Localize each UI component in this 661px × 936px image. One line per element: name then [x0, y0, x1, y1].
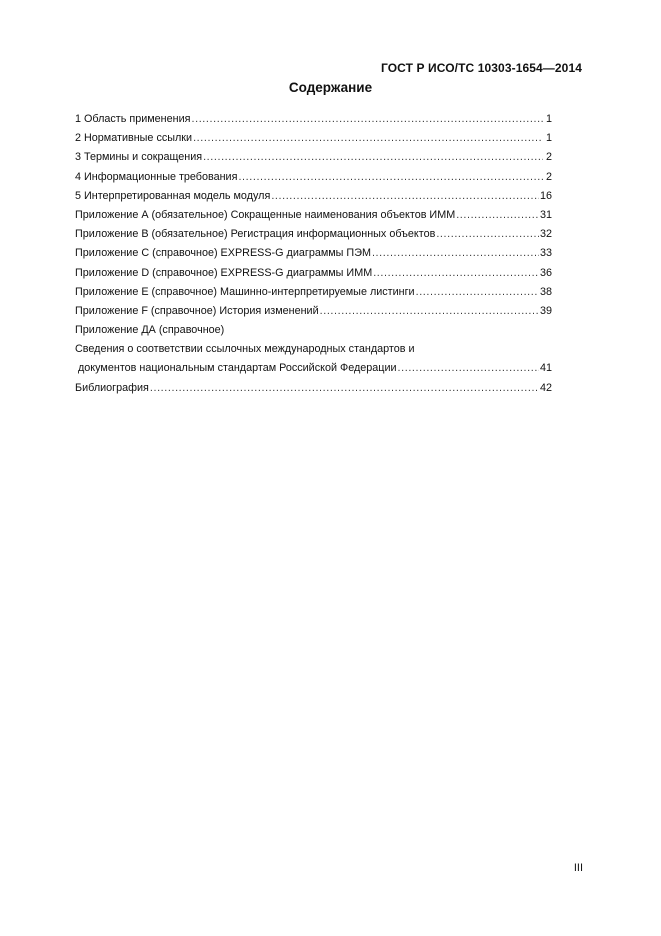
toc-entry-page: 2: [545, 170, 552, 183]
page-title: Содержание: [288, 80, 373, 95]
table-of-contents: [75, 111, 552, 399]
toc-entry-page: 31: [539, 208, 552, 221]
toc-entry-label: 5 Интерпретированная модель модуля: [75, 189, 271, 202]
toc-leader-dots: [372, 245, 539, 261]
toc-leader-dots: [192, 111, 544, 127]
toc-entry-page: 33: [539, 247, 552, 260]
toc-leader-dots: [238, 169, 543, 185]
toc-entry[interactable]: [75, 169, 552, 188]
toc-entry-page: 41: [539, 362, 552, 375]
toc-entry[interactable]: [75, 380, 552, 399]
toc-entry-label: 2 Нормативные ссылки: [75, 132, 193, 145]
toc-entry[interactable]: [75, 226, 552, 245]
toc-entry[interactable]: [75, 149, 552, 168]
toc-leader-dots: [320, 303, 539, 319]
toc-leader-dots: [436, 226, 539, 242]
toc-leader-dots: [150, 380, 539, 396]
toc-entry-label: документов национальным стандартам Российской Федерации: [78, 362, 397, 375]
toc-leader-dots: [203, 149, 543, 165]
page-number: III: [573, 862, 583, 874]
toc-entry-label: Приложение F (справочное) История изменений: [75, 304, 319, 317]
document-code-header: ГОСТ Р ИСО/ТС 10303-1654—2014: [381, 61, 582, 75]
toc-entry[interactable]: [75, 111, 552, 130]
toc-entry-label: 4 Информационные требования: [75, 170, 238, 183]
toc-entry-heading[interactable]: [75, 322, 552, 341]
toc-entry-label: 3 Термины и сокращения: [75, 151, 203, 164]
toc-entry-page: 38: [539, 285, 552, 298]
toc-entry[interactable]: [75, 303, 552, 322]
toc-entry[interactable]: [75, 207, 552, 226]
toc-leader-dots: [193, 130, 543, 146]
toc-entry-page: 16: [539, 189, 552, 202]
toc-entry-page: 42: [539, 381, 552, 394]
toc-entry-label: Сведения о соответствии ссылочных международных стандартов и: [75, 343, 415, 356]
toc-entry[interactable]: [75, 265, 552, 284]
toc-entry-page: 1: [545, 113, 552, 125]
toc-entry[interactable]: [75, 188, 552, 207]
toc-leader-dots: [416, 284, 539, 300]
toc-entry-label: Приложение ДА (справочное): [75, 324, 225, 337]
toc-entry-page: 32: [539, 228, 552, 241]
toc-entry-label: Приложение С (справочное) EXPRESS-G диаграммы ПЭМ: [75, 247, 371, 260]
toc-entry[interactable]: [75, 284, 552, 303]
toc-leader-dots: [398, 360, 539, 376]
toc-entry-label: Приложение D (справочное) EXPRESS-G диаграммы ИММ: [75, 266, 373, 279]
toc-entry-label: 1 Область применения: [75, 113, 191, 125]
toc-leader-dots: [373, 265, 539, 281]
toc-entry[interactable]: [75, 130, 552, 149]
toc-entry-label: Приложение А (обязательное) Сокращенные наименования объектов ИММ: [75, 208, 456, 221]
toc-leader-dots: [271, 188, 539, 204]
toc-entry-page: 2: [545, 151, 552, 164]
toc-entry-page: 36: [539, 266, 552, 279]
toc-entry-page: 1: [545, 132, 552, 145]
toc-leader-dots: [456, 207, 539, 223]
toc-entry-label: Приложение Е (справочное) Машинно-интерпретируемые листинги: [75, 285, 415, 298]
toc-entry[interactable]: [75, 360, 552, 379]
toc-entry[interactable]: [75, 245, 552, 264]
toc-entry-label: Приложение В (обязательное) Регистрация информационных объектов: [75, 228, 436, 241]
toc-entry-heading[interactable]: [75, 341, 552, 360]
toc-entry-label: Библиография: [75, 381, 149, 394]
toc-entry-page: 39: [539, 304, 552, 317]
